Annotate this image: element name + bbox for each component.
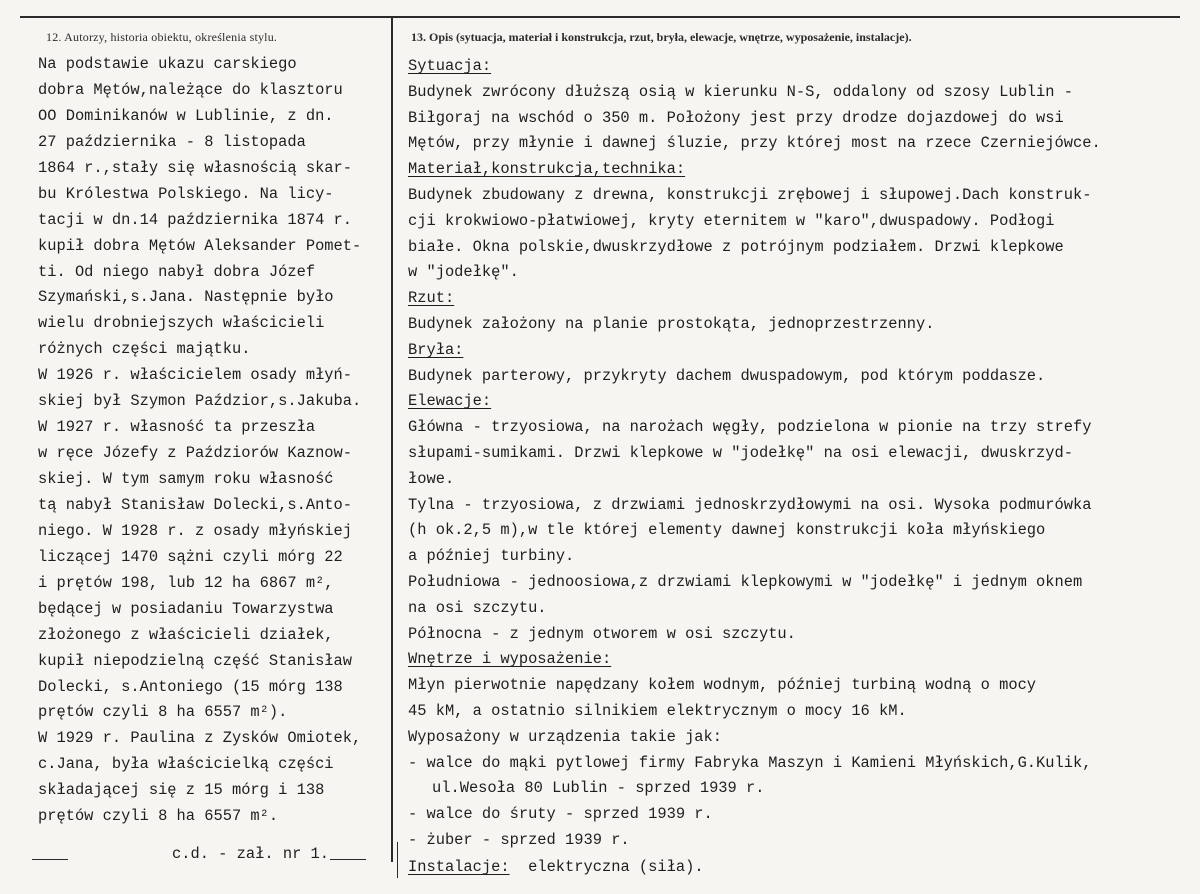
description-line: białe. Okna polskie,dwuskrzydłowe z potrójnym podziałem. Drzwi klepkowe — [408, 237, 1064, 256]
description-line: Tylna - trzyosiowa, z drzwiami jednoskrzydłowymi na osi. Wysoka podmurówka — [408, 495, 1092, 514]
footer-dash-right — [330, 859, 366, 860]
history-line: prętów czyli 8 ha 6557 m². — [38, 807, 279, 826]
section-heading-text: Sytuacja: — [408, 57, 492, 75]
right-column-header: 13. Opis (sytuacja, materiał i konstrukcja, rzut, bryła, elewacje, wnętrze, wyposażenie, instalacje). — [411, 30, 912, 44]
description-line: 45 kM, a ostatnio silnikiem elektrycznym o mocy 16 kM. — [408, 701, 907, 720]
history-line: liczącej 1470 sążni czyli mórg 22 — [38, 547, 343, 566]
history-line: 27 października - 8 listopada — [38, 132, 306, 151]
footer-dash-left — [32, 859, 68, 860]
section-heading — [408, 157, 1188, 183]
history-line: ti. Od niego nabył dobra Józef — [38, 262, 316, 281]
section-heading — [408, 54, 1188, 80]
description-line: na osi szczytu. — [408, 598, 547, 617]
history-line: OO Dominikanów w Lublinie, z dn. — [38, 106, 334, 125]
history-column — [38, 52, 388, 830]
description-line: słupami-sumikami. Drzwi klepkowe w "jodełkę" na osi elewacji, dwuskrzyd- — [408, 443, 1073, 462]
history-line: kupił niepodzielną część Stanisław — [38, 651, 353, 670]
installations-line — [408, 858, 704, 876]
history-line: złożonego z właścicieli działek, — [38, 625, 334, 644]
description-line: łowe. — [408, 469, 455, 488]
description-line: Budynek zwrócony dłuższą osią w kierunku N-S, oddalony od szosy Lublin - — [408, 82, 1073, 101]
description-line: Wyposażony w urządzenia takie jak: — [408, 727, 723, 746]
description-line: a później turbiny. — [408, 547, 575, 566]
description-line: Budynek parterowy, przykryty dachem dwuspadowym, pod którym poddasze. — [408, 366, 1046, 385]
description-line: Mętów, przy młynie i dawnej śluzie, przy której most na rzece Czerniejówce. — [408, 134, 1101, 153]
history-line: Na podstawie ukazu carskiego — [38, 55, 297, 73]
description-line: cji krokwiowo-płatwiowej, kryty eternitem w "karo",dwuspadowy. Podłogi — [408, 211, 1055, 230]
section-heading-text: Rzut: — [408, 289, 455, 308]
section-heading — [408, 389, 1188, 415]
history-line: prętów czyli 8 ha 6557 m²). — [38, 703, 288, 722]
description-line: - żuber - sprzed 1939 r. — [408, 830, 630, 849]
description-line: - walce do śruty - sprzed 1939 r. — [408, 805, 713, 824]
description-line: Główna - trzyosiowa, na narożach węgły, podzielona w pionie na trzy strefy — [408, 418, 1092, 437]
installations-value: elektryczna (siła). — [528, 858, 704, 876]
history-line: różnych części majątku. — [38, 340, 251, 359]
history-line: c.Jana, była właścicielką części — [38, 755, 334, 774]
description-line: Północna - z jednym otworem w osi szczytu. — [408, 624, 796, 643]
section-heading-text: Wnętrze i wyposażenie: — [408, 650, 612, 669]
history-line: tacji w dn.14 października 1874 r. — [38, 210, 353, 229]
description-line: Budynek zbudowany z drewna, konstrukcji zrębowej i słupowej.Dach konstruk- — [408, 185, 1092, 204]
column-divider — [391, 16, 393, 862]
column-divider-tail — [397, 842, 398, 878]
section-heading-text: Bryła: — [408, 340, 464, 359]
history-line: skiej. W tym samym roku własność — [38, 470, 334, 488]
history-line: niego. W 1928 r. z osady młyńskiej — [38, 521, 353, 540]
description-line: Południowa - jednoosiowa,z drzwiami klepkowymi w "jodełkę" i jednym oknem — [408, 572, 1083, 591]
history-line: i prętów 198, lub 12 ha 6867 m², — [38, 573, 334, 592]
history-line: bu Królestwa Polskiego. Na licy- — [38, 184, 334, 203]
installations-heading: Instalacje: — [408, 858, 510, 876]
history-line: tą nabył Stanisław Dolecki,s.Anto- — [38, 495, 353, 514]
section-heading-text: Elewacje: — [408, 392, 492, 411]
history-line: składającej się z 15 mórg i 138 — [38, 781, 325, 800]
history-line: kupił dobra Mętów Aleksander Pomet- — [38, 236, 362, 255]
description-line: - walce do mąki pytlowej firmy Fabryka Maszyn i Kamieni Młyńskich,G.Kulik, — [408, 753, 1092, 772]
history-line: 1864 r.,stały się własnością skar- — [38, 158, 353, 177]
history-line: W 1929 r. Paulina z Zysków Omiotek, — [38, 729, 362, 748]
continuation-note: c.d. - zał. nr 1. — [172, 845, 330, 863]
section-heading — [408, 647, 1188, 673]
history-line: Dolecki, s.Antoniego (15 mórg 138 — [38, 677, 343, 696]
section-heading — [408, 338, 1188, 364]
history-line: będącej w posiadaniu Towarzystwa — [38, 599, 334, 618]
description-line: w "jodełkę". — [408, 263, 519, 282]
section-heading-text: Materiał,konstrukcja,technika: — [408, 160, 686, 179]
description-line: Biłgoraj na wschód o 350 m. Położony jest przy drodze dojazdowej do wsi — [408, 108, 1064, 127]
history-line: W 1926 r. właścicielem osady młyń- — [38, 366, 353, 385]
history-line: W 1927 r. własność ta przeszła — [38, 418, 316, 437]
history-line: w ręce Józefy z Paździorów Kaznow- — [38, 444, 353, 463]
history-line: Szymański,s.Jana. Następnie było — [38, 288, 334, 307]
top-border — [20, 16, 1180, 18]
description-line: Młyn pierwotnie napędzany kołem wodnym, później turbiną wodną o mocy — [408, 676, 1037, 695]
description-column — [408, 54, 1188, 854]
description-line: Budynek założony na planie prostokąta, jednoprzestrzenny. — [408, 314, 935, 333]
section-heading — [408, 286, 1188, 312]
left-column-header: 12. Autorzy, historia obiektu, określenia stylu. — [46, 30, 278, 44]
description-line: (h ok.2,5 m),w tle której elementy dawnej konstrukcji koła młyńskiego — [408, 521, 1046, 540]
history-line: skiej był Szymon Paździor,s.Jakuba. — [38, 392, 362, 411]
description-line: ul.Wesoła 80 Lublin - sprzed 1939 r. — [432, 779, 765, 798]
history-line: wielu drobniejszych właścicieli — [38, 314, 325, 333]
history-line: dobra Mętów,należące do klasztoru — [38, 80, 343, 99]
